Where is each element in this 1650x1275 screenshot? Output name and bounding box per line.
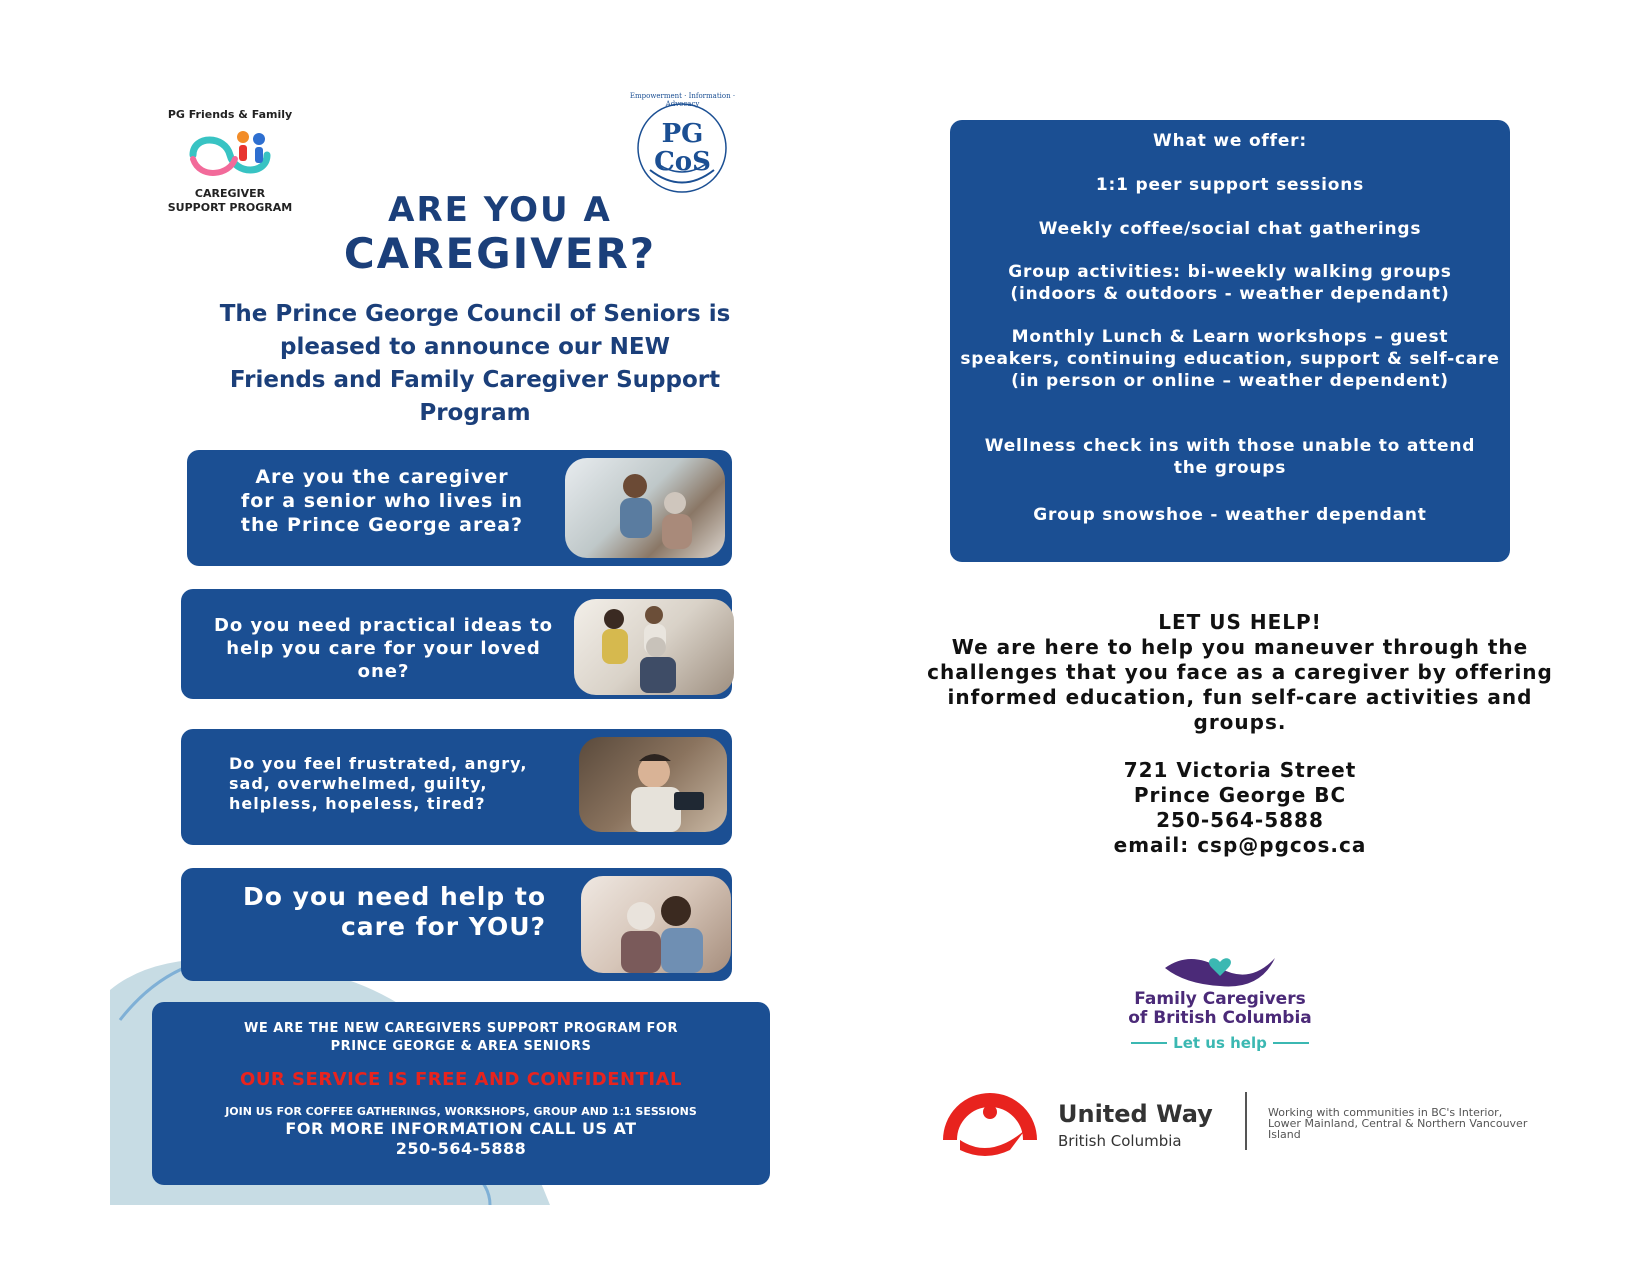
- question-card: [187, 450, 732, 566]
- pgcos-letters: PG CoS: [654, 119, 711, 177]
- offer-item: Monthly Lunch & Learn workshops – guest speakers, continuing education, support & self-care (in person or online – weather dependent): [960, 327, 1500, 391]
- united-way-region: British Columbia: [1058, 1132, 1182, 1150]
- fcbc-tagline-row: [1110, 1034, 1330, 1052]
- offer-item: Group activities: bi-weekly walking groups (indoors & outdoors - weather dependant): [1008, 262, 1452, 304]
- offer-item: 1:1 peer support sessions: [1095, 175, 1365, 195]
- free-confidential-text: OUR SERVICE IS FREE AND CONFIDENTIAL: [240, 1069, 682, 1090]
- contact-email: email: csp@pgcos.ca: [1113, 833, 1367, 857]
- offer-title: What we offer:: [1153, 131, 1307, 151]
- united-way-logo: [940, 1080, 1540, 1160]
- help-title: LET US HELP!: [1158, 610, 1322, 634]
- contact-info: [1030, 758, 1450, 858]
- what-we-offer-box: [950, 120, 1510, 562]
- offer-item: Wellness check ins with those unable to attend the groups: [984, 436, 1476, 478]
- question-card: [181, 868, 732, 981]
- question-card: [181, 589, 732, 699]
- more-info-text: FOR MORE INFORMATION CALL US AT: [285, 1119, 637, 1138]
- pg-logo-bottom-text: CAREGIVER SUPPORT PROGRAM: [167, 187, 293, 214]
- join-us-text: JOIN US FOR COFFEE GATHERINGS, WORKSHOPS, GROUP AND 1:1 SESSIONS: [225, 1105, 697, 1118]
- hand-heart-icon: [1160, 950, 1280, 990]
- intro-line2: pleased to announce our NEW: [280, 334, 670, 360]
- headline-line1: ARE YOU A: [388, 190, 612, 230]
- family-with-elderly-man-photo: [574, 599, 734, 695]
- intro-text: [180, 298, 770, 430]
- intro-line4: Program: [419, 400, 531, 426]
- fcbc-line1: Family Caregivers: [1134, 989, 1306, 1009]
- card-text: Are you the caregiver for a senior who lives in the Prince George area?: [240, 466, 524, 536]
- bottom-line2: PRINCE GEORGE & AREA SENIORS: [330, 1039, 592, 1054]
- caregiver-figures-icon: [185, 125, 275, 185]
- bottom-line1: WE ARE THE NEW CAREGIVERS SUPPORT PROGRAM FOR: [244, 1021, 678, 1036]
- offer-item: Weekly coffee/social chat gatherings: [1038, 219, 1422, 239]
- contact-city: Prince George BC: [1133, 783, 1347, 807]
- intro-line3: Friends and Family Caregiver Support: [229, 367, 721, 393]
- two-women-hugging-photo: [581, 876, 731, 973]
- bottom-phone: 250-564-5888: [395, 1139, 527, 1158]
- stressed-man-photo: [579, 737, 727, 832]
- pgcos-ring-text: Empowerment · Information · Advocacy: [629, 92, 736, 108]
- card-text: Do you feel frustrated, angry, sad, overwhelmed, guilty, helpless, hopeless, tired?: [229, 754, 528, 813]
- family-caregivers-bc-logo: [1110, 950, 1330, 1052]
- help-body: We are here to help you maneuver through the challenges that you face as a caregiver by offering informed education, fun self-care activities and groups.: [927, 635, 1553, 734]
- contact-phone: 250-564-5888: [1156, 808, 1324, 832]
- intro-line1: The Prince George Council of Seniors is: [219, 301, 731, 327]
- united-way-divider: [1245, 1092, 1247, 1150]
- pgcos-logo: [620, 92, 745, 195]
- question-card: [181, 729, 732, 845]
- fcbc-tagline: Let us help: [1173, 1034, 1267, 1052]
- headline: [290, 190, 710, 278]
- bottom-info-box: [152, 1002, 770, 1185]
- united-way-hand-icon: [940, 1080, 1040, 1160]
- card-text: Do you need help to care for YOU?: [243, 882, 546, 941]
- pg-friends-family-logo: [150, 108, 310, 215]
- let-us-help-section: [910, 610, 1570, 735]
- card-text: Do you need practical ideas to help you care for your loved one?: [213, 615, 554, 682]
- fcbc-line2: of British Columbia: [1128, 1008, 1312, 1028]
- caregiver-with-senior-photo: [565, 458, 725, 558]
- united-way-name: United Way: [1058, 1100, 1213, 1128]
- united-way-note: Working with communities in BC's Interior, Lower Mainland, Central & Northern Vancouver Island: [1268, 1106, 1528, 1141]
- offer-item: Group snowshoe - weather dependant: [1033, 505, 1427, 525]
- contact-street: 721 Victoria Street: [1123, 758, 1357, 782]
- pg-logo-top-text: PG Friends & Family: [167, 108, 293, 121]
- headline-line2: CAREGIVER?: [343, 229, 657, 278]
